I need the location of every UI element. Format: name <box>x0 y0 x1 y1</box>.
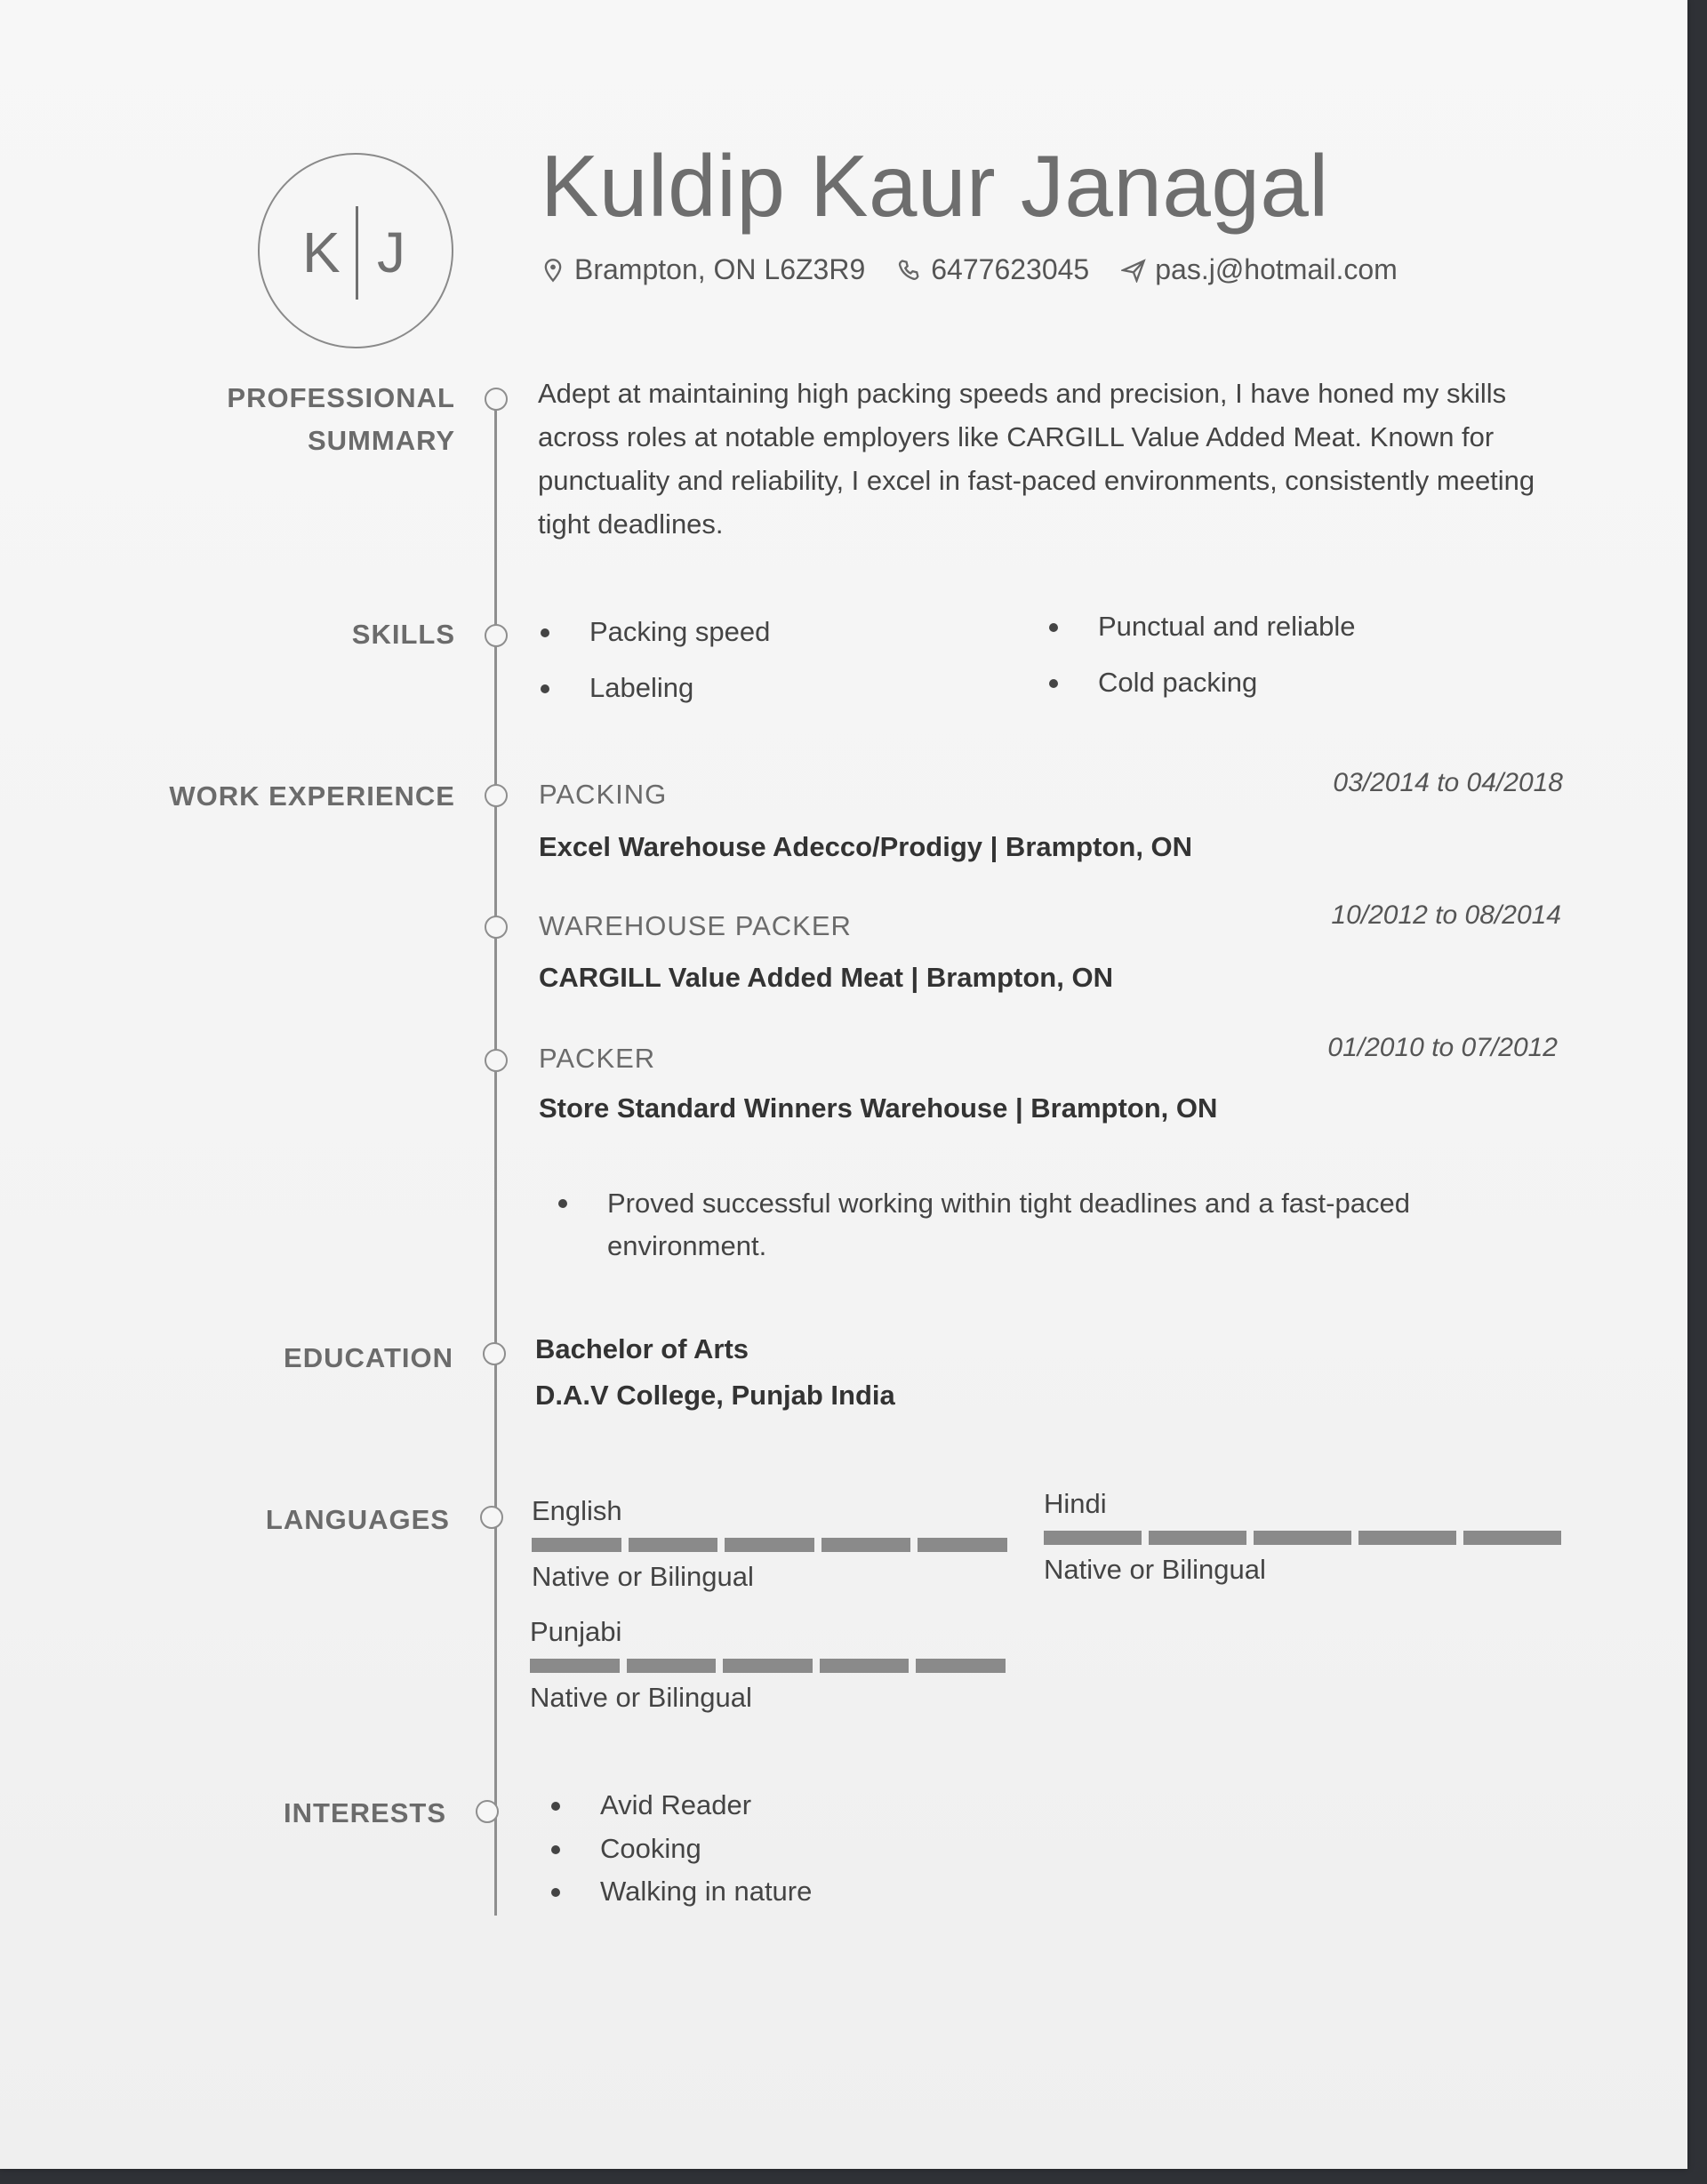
skill-text: Punctual and reliable <box>1098 611 1356 642</box>
skill-item <box>541 616 770 648</box>
proficiency-segment <box>916 1659 1006 1673</box>
monogram-left-letter: K <box>302 220 341 284</box>
skill-text: Packing speed <box>589 616 771 647</box>
phone-icon <box>897 258 922 283</box>
section-title-summary <box>82 377 455 462</box>
summary-title-line2: SUMMARY <box>307 425 455 457</box>
proficiency-segment <box>627 1659 717 1673</box>
education-school: D.A.V College, Punjab India <box>535 1380 895 1411</box>
language-proficiency-bar <box>530 1659 1006 1673</box>
proficiency-segment <box>820 1659 910 1673</box>
proficiency-segment <box>723 1659 813 1673</box>
bullet-icon <box>558 1199 567 1208</box>
skill-text: Cold packing <box>1098 667 1258 698</box>
bullet-icon <box>541 684 549 693</box>
bullet-icon <box>1049 623 1058 632</box>
section-title-interests: INTERESTS <box>284 1797 446 1828</box>
interest-text: Walking in nature <box>600 1876 813 1907</box>
language-level: Native or Bilingual <box>1044 1554 1266 1585</box>
timeline-node-work-1 <box>485 784 508 807</box>
language-item-punjabi <box>530 1616 1006 1714</box>
job-dates-1: 03/2014 to 04/2018 <box>1333 768 1563 797</box>
monogram-badge <box>258 153 453 348</box>
skill-item <box>1049 667 1257 699</box>
language-item-hindi <box>1044 1488 1561 1586</box>
timeline-node-work-3 <box>485 1049 508 1072</box>
contact-info <box>541 253 1398 286</box>
proficiency-segment <box>1044 1531 1142 1545</box>
bullet-icon <box>1049 679 1058 688</box>
contact-phone <box>897 253 1089 286</box>
language-level: Native or Bilingual <box>530 1682 752 1713</box>
skill-text: Labeling <box>589 672 694 703</box>
summary-title-line1: PROFESSIONAL <box>227 382 455 413</box>
bullet-icon <box>551 1802 560 1811</box>
section-title-skills: SKILLS <box>351 619 455 650</box>
interest-text: Avid Reader <box>600 1789 752 1820</box>
candidate-name: Kuldip Kaur Janagal <box>541 137 1329 235</box>
job-employer-2: CARGILL Value Added Meat | Brampton, ON <box>539 962 1113 993</box>
proficiency-segment <box>1358 1531 1456 1545</box>
language-name: Hindi <box>1044 1488 1107 1519</box>
interest-item <box>551 1833 701 1865</box>
proficiency-segment <box>629 1538 718 1552</box>
education-degree: Bachelor of Arts <box>535 1333 749 1364</box>
location-text: Brampton, ON L6Z3R9 <box>574 253 866 285</box>
send-icon <box>1121 258 1146 283</box>
proficiency-segment <box>1149 1531 1246 1545</box>
phone-text[interactable]: 6477623045 <box>931 253 1090 285</box>
interest-item <box>551 1789 751 1821</box>
proficiency-segment <box>821 1538 911 1552</box>
contact-email <box>1121 253 1398 286</box>
job-bullet <box>558 1182 1501 1268</box>
skill-item <box>1049 611 1356 643</box>
location-pin-icon <box>541 258 565 283</box>
section-title-education: EDUCATION <box>284 1342 453 1373</box>
summary-text: Adept at maintaining high packing speeds and precision, I have honed my skills across roles at notable employers like CARGILL Value Added Meat. Known for punctuality and reliability, I excel in fast-paced environments, consistently meeting tight deadlines. <box>538 378 1535 540</box>
email-text[interactable]: pas.j@hotmail.com <box>1155 253 1398 285</box>
timeline-node-interests <box>476 1800 499 1823</box>
monogram-right-letter: J <box>377 220 405 284</box>
timeline-node-languages <box>480 1506 503 1529</box>
timeline-node-summary <box>485 388 508 411</box>
proficiency-segment <box>1463 1531 1561 1545</box>
contact-location <box>541 253 865 286</box>
language-name: Punjabi <box>530 1616 622 1647</box>
language-item-english <box>532 1495 1007 1593</box>
section-title-languages: LANGUAGES <box>265 1504 450 1535</box>
timeline-node-skills <box>485 624 508 647</box>
section-title-work: WORK EXPERIENCE <box>169 780 455 812</box>
job-title-1: PACKING <box>539 779 668 810</box>
job-employer-3: Store Standard Winners Warehouse | Brampton, ON <box>539 1092 1218 1124</box>
bullet-icon <box>551 1888 560 1897</box>
proficiency-segment <box>918 1538 1007 1552</box>
language-name: English <box>532 1495 622 1526</box>
job-title-2: WAREHOUSE PACKER <box>539 910 852 941</box>
proficiency-segment <box>1254 1531 1351 1545</box>
job-dates-2: 10/2012 to 08/2014 <box>1331 900 1561 930</box>
interest-text: Cooking <box>600 1833 701 1864</box>
timeline-node-work-2 <box>485 916 508 939</box>
job-title-3: PACKER <box>539 1043 656 1074</box>
skill-item <box>541 672 693 704</box>
bullet-icon <box>541 628 549 637</box>
language-proficiency-bar <box>1044 1531 1561 1545</box>
bullet-icon <box>551 1845 560 1854</box>
proficiency-segment <box>532 1538 621 1552</box>
interest-item <box>551 1876 812 1908</box>
language-level: Native or Bilingual <box>532 1561 754 1592</box>
job-employer-1: Excel Warehouse Adecco/Prodigy | Brampton, ON <box>539 831 1193 862</box>
proficiency-segment <box>725 1538 814 1552</box>
job-dates-3: 01/2010 to 07/2012 <box>1327 1033 1558 1062</box>
timeline-node-education <box>483 1342 506 1365</box>
monogram-divider <box>356 206 358 300</box>
language-proficiency-bar <box>532 1538 1007 1552</box>
proficiency-segment <box>530 1659 620 1673</box>
job-bullet-text: Proved successful working within tight deadlines and a fast-paced environment. <box>607 1188 1410 1261</box>
